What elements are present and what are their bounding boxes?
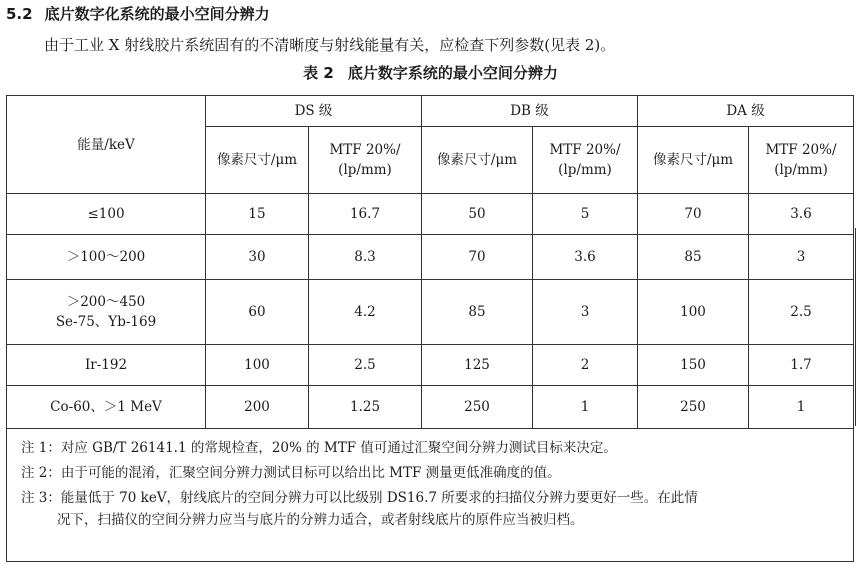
intro-paragraph: 由于工业 X 射线胶片系统固有的不清晰度与射线能量有关，应检查下列参数(见表 2)。 [44,36,616,54]
da-mtf-cell: 1 [749,386,854,429]
table-caption [0,63,861,83]
note-2: 注 2：由于可能的混淆，汇聚空间分辨力测试目标可以给出比 MTF 测量更低准确度的值。 [21,465,561,481]
class-db-header: DB 级 [422,96,638,127]
ds-pixel-cell: 15 [206,194,309,235]
notes-cell [7,429,854,562]
mtf-header-line1: MTF 20%/ [549,142,621,158]
table-row [7,386,854,429]
ds-pixel-cell: 200 [206,386,309,429]
ds-mtf-cell: 4.2 [309,280,422,345]
ds-mtf-cell: 16.7 [309,194,422,235]
mtf-header [533,127,638,194]
energy-line2: Se-75、Yb-169 [55,314,157,330]
table-row [7,280,854,345]
energy-line1: ＞200～450 [66,294,146,310]
table-row [7,345,854,386]
section-number: 5.2 [6,5,33,23]
mtf-header [309,127,422,194]
note-3-continued: 况下，扫描仪的空间分辨力应当与底片的分辨力适合，或者射线底片的原件应当被归档。 [57,512,584,528]
note-3: 注 3：能量低于 70 keV，射线底片的空间分辨力可以比级别 DS16.7 所要求的扫描仪分辨力要更好一些。在此情 [21,490,698,506]
da-pixel-cell: 70 [638,194,749,235]
table-row [7,194,854,235]
db-pixel-cell: 70 [422,235,533,280]
db-pixel-cell: 125 [422,345,533,386]
db-pixel-cell: 50 [422,194,533,235]
db-mtf-cell: 3 [533,280,638,345]
da-mtf-cell: 2.5 [749,280,854,345]
da-mtf-cell: 1.7 [749,345,854,386]
mtf-header-line2: (lp/mm) [338,162,392,178]
db-mtf-cell: 2 [533,345,638,386]
mtf-header [749,127,854,194]
mtf-header-line2: (lp/mm) [774,162,828,178]
mtf-header-line1: MTF 20%/ [765,142,837,158]
db-mtf-cell: 5 [533,194,638,235]
ds-mtf-cell: 8.3 [309,235,422,280]
notes-row [7,429,854,562]
energy-cell [7,280,206,345]
da-pixel-cell: 100 [638,280,749,345]
table-row [7,235,854,280]
ds-mtf-cell: 2.5 [309,345,422,386]
table-number: 表 2 [303,64,334,82]
da-pixel-cell: 85 [638,235,749,280]
table-header-row [7,96,854,127]
energy-cell: ＞100～200 [7,235,206,280]
mtf-header-line2: (lp/mm) [558,162,612,178]
da-pixel-cell: 250 [638,386,749,429]
db-mtf-cell: 3.6 [533,235,638,280]
pixel-size-header: 像素尺寸/μm [206,127,309,194]
db-pixel-cell: 250 [422,386,533,429]
class-ds-header: DS 级 [206,96,422,127]
section-heading [6,4,270,24]
energy-cell: Co-60、＞1 MeV [7,386,206,429]
mtf-header-line1: MTF 20%/ [329,142,401,158]
pixel-size-header: 像素尺寸/μm [638,127,749,194]
resolution-table [6,95,854,562]
da-mtf-cell: 3.6 [749,194,854,235]
db-pixel-cell: 85 [422,280,533,345]
table-caption-title: 底片数字系统的最小空间分辨力 [347,64,558,82]
ds-mtf-cell: 1.25 [309,386,422,429]
energy-cell: Ir-192 [7,345,206,386]
section-title: 底片数字化系统的最小空间分辨力 [44,5,270,23]
pixel-size-header: 像素尺寸/μm [422,127,533,194]
margin-change-bar [855,228,856,426]
ds-pixel-cell: 30 [206,235,309,280]
note-1: 注 1：对应 GB/T 26141.1 的常规检查，20% 的 MTF 值可通过汇聚空间分辨力测试目标来决定。 [21,440,617,456]
da-mtf-cell: 3 [749,235,854,280]
da-pixel-cell: 150 [638,345,749,386]
ds-pixel-cell: 60 [206,280,309,345]
ds-pixel-cell: 100 [206,345,309,386]
energy-cell: ≤100 [7,194,206,235]
class-da-header: DA 级 [638,96,854,127]
db-mtf-cell: 1 [533,386,638,429]
energy-header: 能量/keV [7,96,206,194]
